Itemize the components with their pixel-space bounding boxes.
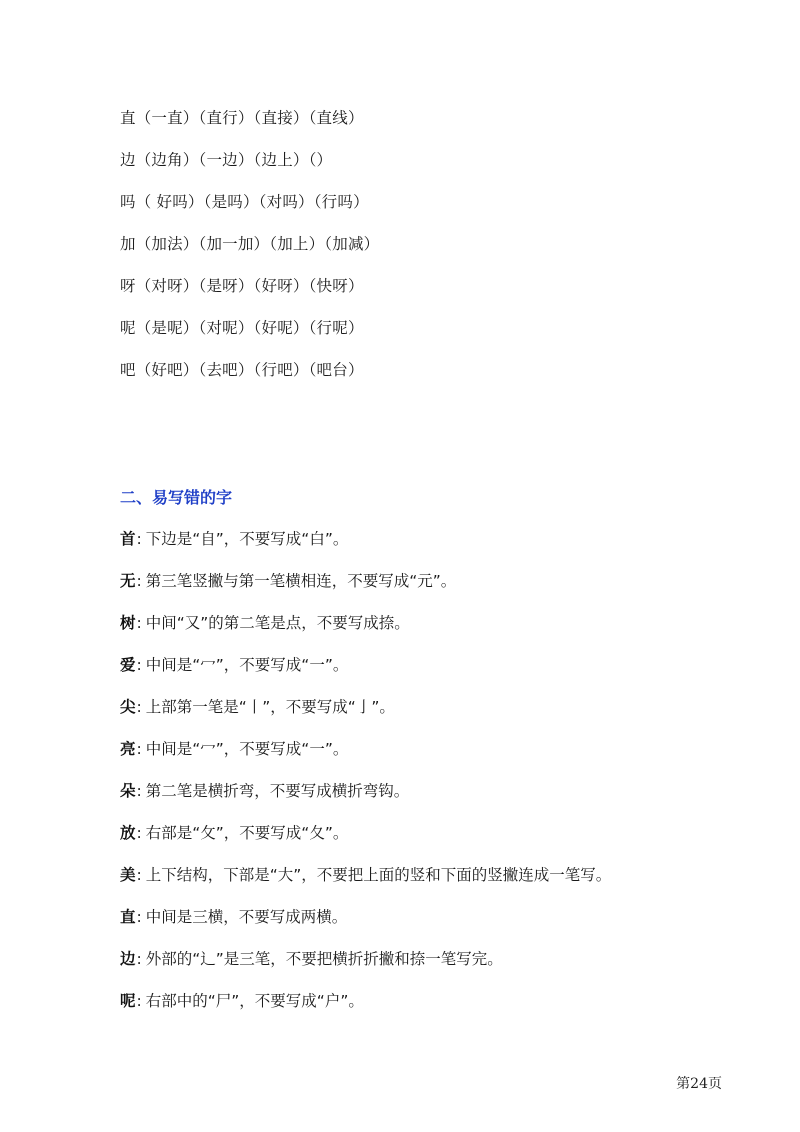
rule-text: 中间“又”的第二笔是点，不要写成捺。 bbox=[145, 614, 410, 632]
rule-text: 第二笔是横折弯，不要写成横折弯钩。 bbox=[145, 782, 410, 800]
rule-character: 边 bbox=[120, 950, 136, 968]
word-group-line: 加（加法）（加一加）（加上）（加减） bbox=[120, 235, 380, 253]
rule-character: 首 bbox=[120, 530, 136, 548]
word-group-list bbox=[120, 104, 740, 398]
rule-item bbox=[120, 567, 740, 609]
rule-character: 朵 bbox=[120, 782, 136, 800]
rule-text: 右部中的“尸”，不要写成“户”。 bbox=[145, 992, 364, 1010]
rule-character: 放 bbox=[120, 824, 136, 842]
rule-character: 呢 bbox=[120, 992, 136, 1010]
rule-item bbox=[120, 525, 740, 567]
word-group-line: 呢（是呢）（对呢）（好呢）（行呢） bbox=[120, 319, 364, 337]
rule-character: 尖 bbox=[120, 698, 136, 716]
rule-item bbox=[120, 819, 740, 861]
rule-separator: : bbox=[136, 908, 142, 926]
rule-character: 直 bbox=[120, 908, 136, 926]
rule-text: 中间是“冖”，不要写成“一”。 bbox=[145, 740, 349, 758]
rule-item bbox=[120, 861, 740, 903]
rule-character: 亮 bbox=[120, 740, 136, 758]
rule-separator: : bbox=[136, 950, 142, 968]
rule-item bbox=[120, 735, 740, 777]
rule-separator: : bbox=[136, 824, 142, 842]
rule-character: 无 bbox=[120, 572, 136, 590]
rule-text: 中间是“冖”，不要写成“一”。 bbox=[145, 656, 349, 674]
rule-separator: : bbox=[136, 698, 142, 716]
section-heading: 二、易写错的字 bbox=[120, 488, 233, 507]
rule-separator: : bbox=[136, 530, 142, 548]
rule-item bbox=[120, 903, 740, 945]
word-group-line: 吗（ 好吗）（是吗）（对吗）（行吗） bbox=[120, 193, 369, 211]
rule-character: 美 bbox=[120, 866, 136, 884]
rule-character: 树 bbox=[120, 614, 136, 632]
rule-separator: : bbox=[136, 656, 142, 674]
word-group-line: 吧（好吧）（去吧）（行吧）（吧台） bbox=[120, 361, 364, 379]
rule-separator: : bbox=[136, 992, 142, 1010]
rule-text: 外部的“辶”是三笔，不要把横折折撇和捺一笔写完。 bbox=[145, 950, 503, 968]
rule-separator: : bbox=[136, 740, 142, 758]
rule-item bbox=[120, 609, 740, 651]
rule-item bbox=[120, 777, 740, 819]
word-group-line: 直（一直）（直行）（直接）（直线） bbox=[120, 109, 364, 127]
rule-separator: : bbox=[136, 614, 142, 632]
rule-item bbox=[120, 693, 740, 735]
rule-text: 下边是“自”，不要写成“白”。 bbox=[145, 530, 349, 548]
rule-item bbox=[120, 987, 740, 1029]
page-number: 第24页 bbox=[676, 1076, 722, 1092]
rule-text: 右部是“攵”，不要写成“夂”。 bbox=[145, 824, 349, 842]
rule-text: 上下结构，下部是“大”，不要把上面的竖和下面的竖撇连成一笔写。 bbox=[145, 866, 612, 884]
rule-separator: : bbox=[136, 572, 142, 590]
rule-item bbox=[120, 651, 740, 693]
rule-text: 中间是三横，不要写成两横。 bbox=[145, 908, 348, 926]
word-group-line: 边（边角）（一边）（边上）（） bbox=[120, 151, 333, 169]
rule-separator: : bbox=[136, 866, 142, 884]
rule-text: 上部第一笔是“丨”，不要写成“亅”。 bbox=[145, 698, 395, 716]
word-group-line: 呀（对呀）（是呀）（好呀）（快呀） bbox=[120, 277, 364, 295]
rule-character: 爱 bbox=[120, 656, 136, 674]
rule-item bbox=[120, 945, 740, 987]
rule-text: 第三笔竖撇与第一笔横相连，不要写成“元”。 bbox=[145, 572, 457, 590]
writing-rules-list bbox=[120, 525, 740, 1029]
rule-separator: : bbox=[136, 782, 142, 800]
